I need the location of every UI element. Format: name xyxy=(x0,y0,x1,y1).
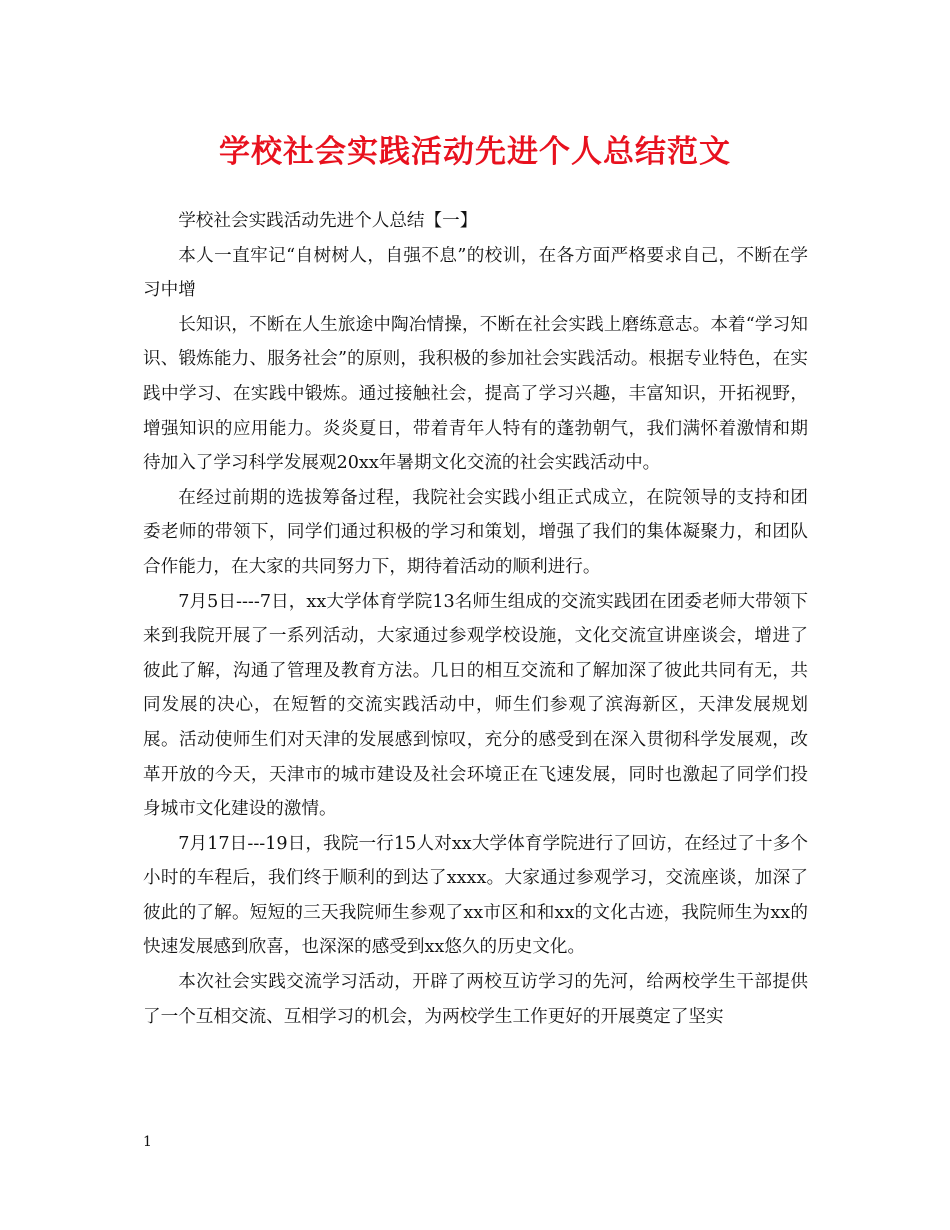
body-paragraph: 本次社会实践交流学习活动，开辟了两校互访学习的先河，给两校学生干部提供了一个互相交流、互相学习的机会，为两校学生工作更好的开展奠定了坚实 xyxy=(143,972,808,1027)
document-title: 学校社会实践活动先进个人总结范文 xyxy=(219,134,731,170)
body-paragraph: 长知识，不断在人生旅途中陶冶情操，不断在社会实践上磨练意志。本着“学习知识、锻炼能力、服务社会”的原则，我积极的参加社会实践活动。根据专业特色，在实践中学习、在实践中锻炼。通过接触社会，提高了学习兴趣，丰富知识，开拓视野，增强知识的应用能力。炎炎夏日，带着青年人特有的蓬勃朝气，我们满怀着激情和期待加入了学习科学发展观20xx年暑期文化交流的社会实践活动中。 xyxy=(143,314,808,474)
section-heading: 学校社会实践活动先进个人总结【一】 xyxy=(178,211,478,231)
body-paragraph: 在经过前期的选拔筹备过程，我院社会实践小组正式成立，在院领导的支持和团委老师的带领下，同学们通过积极的学习和策划，增强了我们的集体凝聚力，和团队合作能力，在大家的共同努力下，期待着活动的顺利进行。 xyxy=(143,487,808,577)
page-number: 1 xyxy=(143,1134,152,1150)
body-paragraph: 7月17日---19日，我院一行15人对xx大学体育学院进行了回访，在经过了十多个小时的车程后，我们终于顺利的到达了xxxx。大家通过参观学习，交流座谈，加深了彼此的了解。短短的三天我院师生参观了xx市区和和xx的文化古迹，我院师生为xx的快速发展感到欣喜，也深深的感受到xx悠久的历史文化。 xyxy=(143,833,808,958)
document-body xyxy=(143,204,808,1034)
body-paragraph: 7月5日----7日，xx大学体育学院13名师生组成的交流实践团在团委老师大带领下来到我院开展了一系列活动，大家通过参观学校设施，文化交流宣讲座谈会，增进了彼此了解，沟通了管理及教育方法。几日的相互交流和了解加深了彼此共同有无，共同发展的决心，在短暂的交流实践活动中，师生们参观了滨海新区，天津发展规划展。活动使师生们对天津的发展感到惊叹，充分的感受到在深入贯彻科学发展观，改革开放的今天，天津市的城市建设及社会环境正在飞速发展，同时也激起了同学们投身城市文化建设的激情。 xyxy=(143,591,808,820)
body-paragraph: 本人一直牢记“自树树人，自强不息”的校训，在各方面严格要求自己，不断在学习中增 xyxy=(143,245,808,301)
